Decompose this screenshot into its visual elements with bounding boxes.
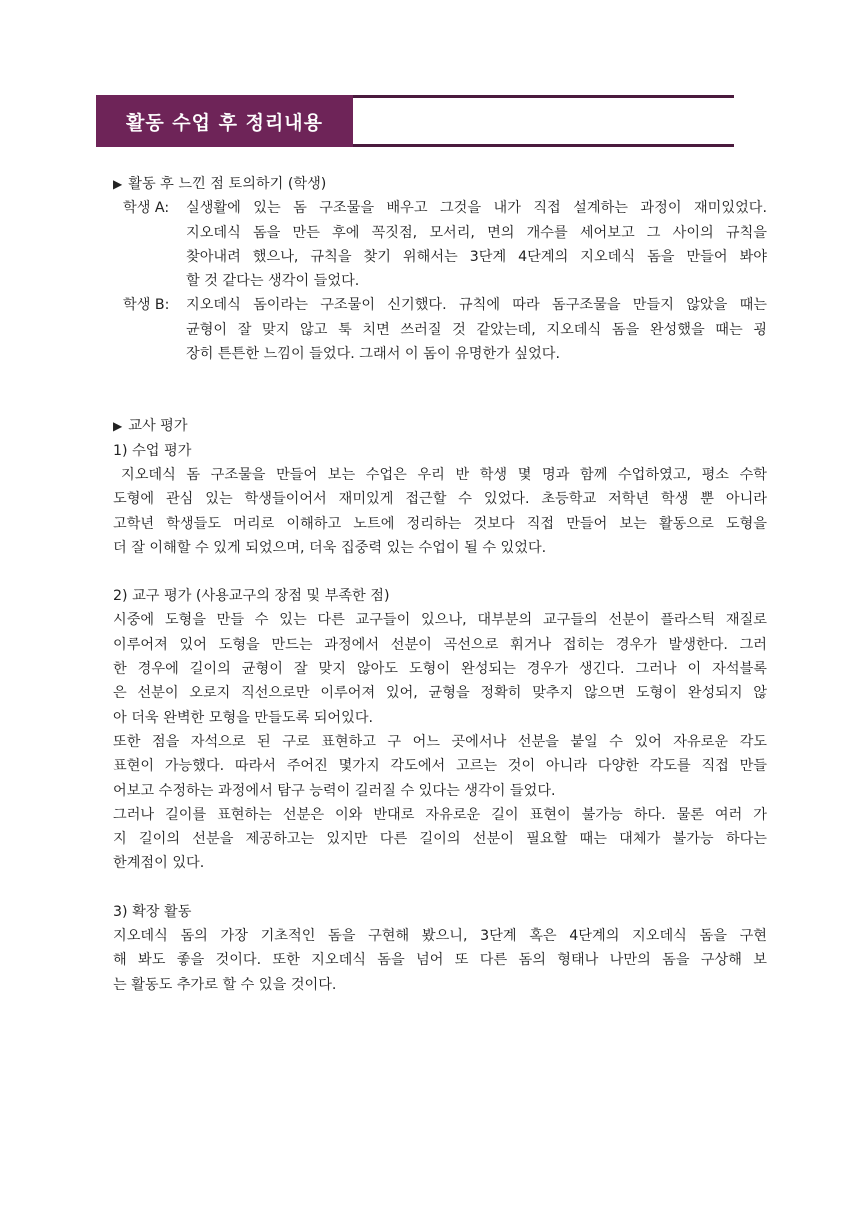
text-line: 이루어져 있어 도형을 만드는 과정에서 선분이 곡선으로 휘거나 접히는 경우가 발생한다. 그러 bbox=[113, 636, 767, 653]
student-a-text bbox=[186, 196, 767, 293]
triangle-bullet-icon: ▶ bbox=[113, 419, 123, 434]
section-material-evaluation bbox=[113, 584, 767, 876]
text-line: 지오데식 돔의 가장 기초적인 돔을 구현해 봤으니, 3단계 혹은 4단계의 지오데식 돔을 구현 bbox=[113, 928, 767, 945]
student-b-text bbox=[186, 293, 767, 366]
document-body bbox=[113, 172, 767, 997]
section-lesson-evaluation bbox=[113, 439, 767, 560]
text-line: 찾아내려 했으나, 규칙을 찾기 위해서는 3단계 4단계의 지오데식 돔을 만들어 봐야 bbox=[186, 248, 767, 265]
page-title: 활동 수업 후 정리내용 bbox=[96, 95, 353, 147]
text-line: 표현이 가능했다. 따라서 주어진 몇가지 각도에서 고르는 것이 아니라 다양한 각도를 직접 만들 bbox=[113, 758, 767, 775]
text-line: 지오데식 돔 구조물을 만들어 보는 수업은 우리 반 학생 몇 명과 함께 수업하였고, 평소 수학 bbox=[121, 466, 767, 483]
text-line: 한계점이 있다. bbox=[113, 855, 205, 872]
section-title: 3) 확장 활동 bbox=[113, 903, 192, 920]
text-line: 어보고 수정하는 과정에서 탐구 능력이 길러질 수 있다는 생각이 들었다. bbox=[113, 782, 556, 799]
section-title: 1) 수업 평가 bbox=[113, 442, 192, 459]
text-line: 는 활동도 추가로 할 수 있을 것이다. bbox=[113, 976, 337, 993]
text-line: 시중에 도형을 만들 수 있는 다른 교구들이 있으나, 대부분의 교구들의 선분이 플라스틱 재질로 bbox=[113, 612, 767, 629]
text-line: 균형이 잘 맞지 않고 툭 치면 쓰러질 것 같았는데, 지오데식 돔을 완성했을 때는 굉 bbox=[186, 321, 767, 338]
student-a-label: 학생 A: bbox=[123, 200, 170, 217]
text-line: 할 것 같다는 생각이 들었다. bbox=[186, 273, 360, 290]
section-title: 2) 교구 평가 (사용교구의 장점 및 부족한 점) bbox=[113, 588, 390, 605]
text-line: 한 경우에 길이의 균형이 잘 맞지 않아도 도형이 완성되는 경우가 생긴다. 그러나 이 자석블록 bbox=[113, 661, 767, 678]
text-line: 아 더욱 완벽한 모형을 만들도록 되어있다. bbox=[113, 709, 374, 726]
teacher-heading: ▶ 교사 평가 bbox=[113, 418, 188, 435]
triangle-bullet-icon: ▶ bbox=[113, 177, 123, 191]
section-extension-activity bbox=[113, 900, 767, 997]
text-line: 또한 점을 자석으로 된 구로 표현하고 구 어느 곳에서나 선분을 붙일 수 있어 자유로운 각도 bbox=[113, 733, 767, 750]
discussion-heading: ▶ 활동 후 느낀 점 토의하기 (학생) bbox=[113, 176, 327, 192]
text-line: 실생활에 있는 돔 구조물을 배우고 그것을 내가 직접 설계하는 과정이 재미있었다. bbox=[186, 200, 767, 217]
text-line: 지 길이의 선분을 제공하고는 있지만 다른 길이의 선분이 필요할 때는 대체가 불가능 하다는 bbox=[113, 831, 767, 848]
text-line: 그러나 길이를 표현하는 선분은 이와 반대로 자유로운 길이 표현이 불가능 하다. 물론 여러 가 bbox=[113, 806, 767, 823]
title-bar bbox=[96, 95, 734, 147]
student-b-label: 학생 B: bbox=[123, 297, 170, 314]
text-line: 더 잘 이해할 수 있게 되었으며, 더욱 집중력 있는 수업이 될 수 있었다. bbox=[113, 539, 547, 556]
text-line: 장히 튼튼한 느낌이 들었다. 그래서 이 돔이 유명한가 싶었다. bbox=[186, 346, 561, 363]
text-line: 도형에 관심 있는 학생들이어서 재미있게 접근할 수 있었다. 초등학교 저학년 학생 뿐 아니라 bbox=[113, 491, 767, 508]
text-line: 은 선분이 오로지 직선으로만 이루어져 있어, 균형을 정확히 맞추지 않으면 도형이 완성되지 않 bbox=[113, 685, 767, 702]
text-line: 고학년 학생들도 머리로 이해하고 노트에 정리하는 것보다 직접 만들어 보는 활동으로 도형을 bbox=[113, 515, 767, 532]
text-line: 지오데식 돔을 만든 후에 꼭짓점, 모서리, 면의 개수를 세어보고 그 사이의 규칙을 bbox=[186, 224, 767, 241]
student-a-comment bbox=[113, 196, 767, 293]
text-line: 지오데식 돔이라는 구조물이 신기했다. 규칙에 따라 돔구조물을 만들지 않았을 때는 bbox=[186, 297, 767, 314]
student-b-comment bbox=[113, 293, 767, 366]
text-line: 해 봐도 좋을 것이다. 또한 지오데식 돔을 넘어 또 다른 돔의 형태나 나만의 돔을 구상해 보 bbox=[113, 952, 767, 969]
